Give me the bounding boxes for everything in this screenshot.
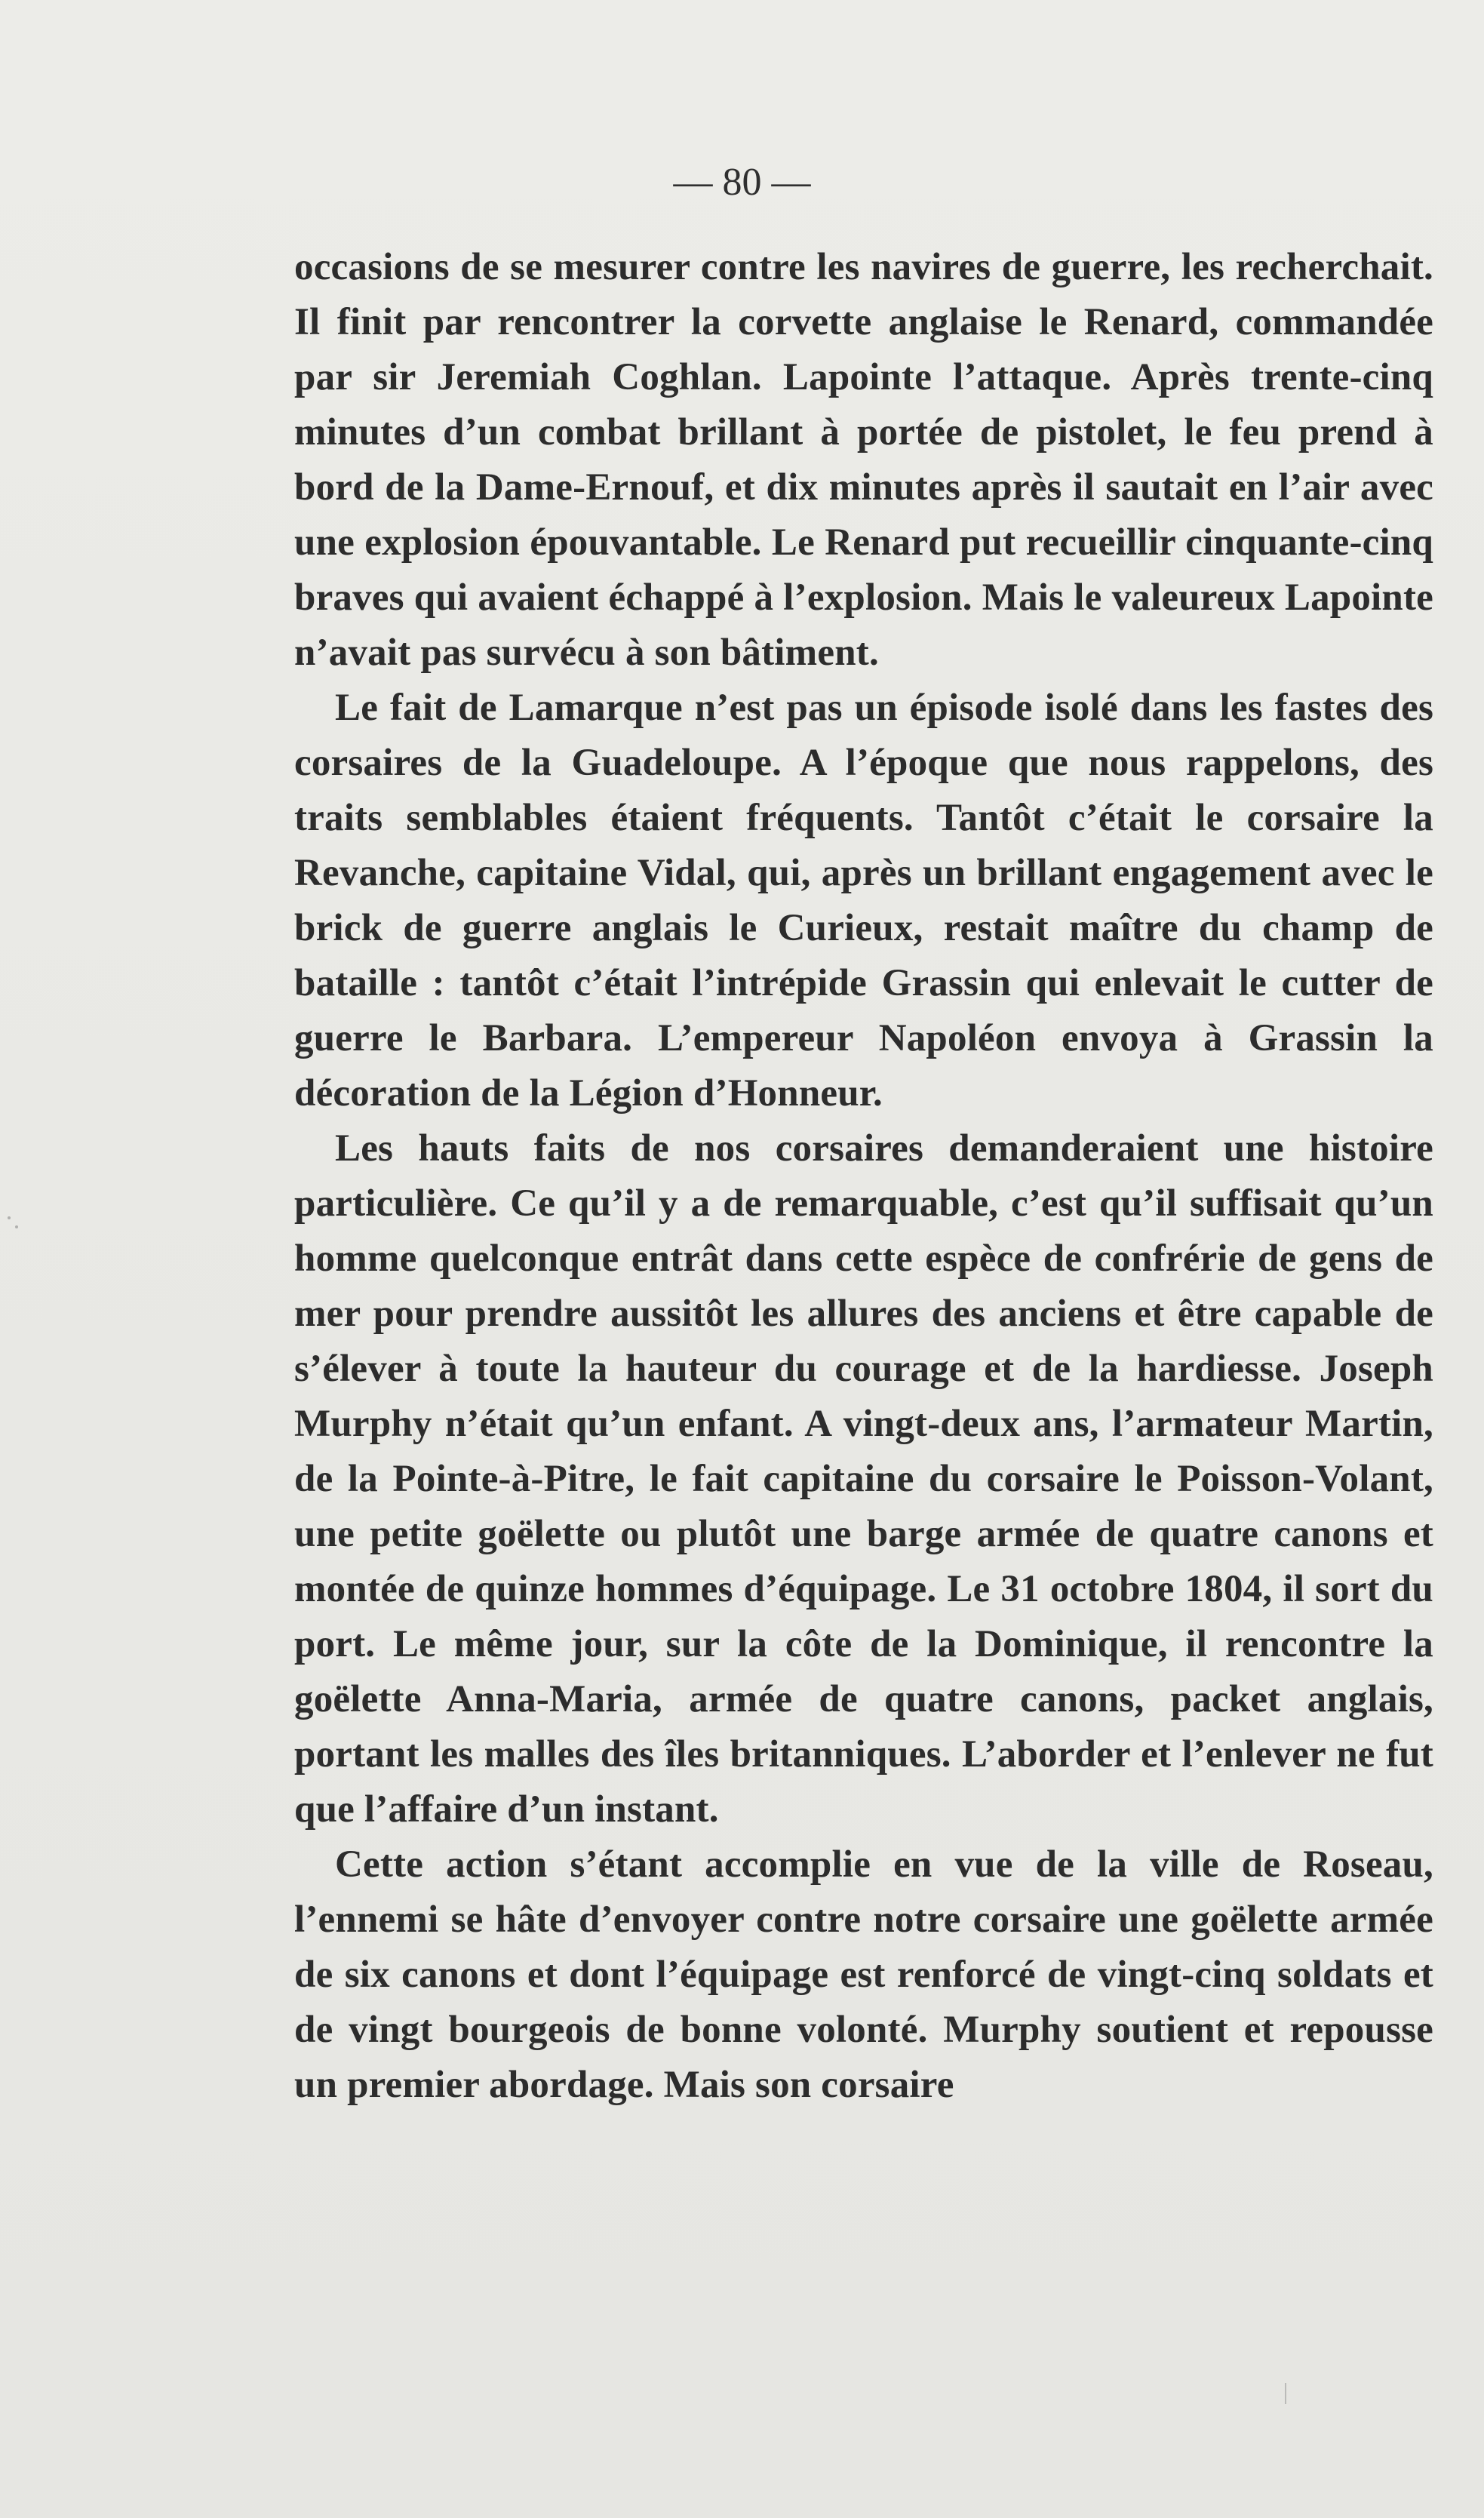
- paper-speck: [15, 1225, 18, 1228]
- paragraph-murphy: Les hauts faits de nos corsaires demanderaient une histoire particulière. Ce qu’il y a de remarquable, c’est qu’il suffisait qu’un homme quelconque entrât dans cette espèce de confrérie de gens de mer pour prendre aussitôt les allures des anciens et être capable de s’élever à toute la hauteur du courage et de la hardiesse. Joseph Murphy n’était qu’un enfant. A vingt-deux ans, l’armateur Martin, de la Pointe-à-Pitre, le fait capitaine du corsaire le Poisson-Volant, une petite goëlette ou plutôt une barge armée de quatre canons et montée de quinze hommes d’équipage. Le 31 octobre 1804, il sort du port. Le même jour, sur la côte de la Dominique, il rencontre la goëlette Anna-Maria, armée de quatre canons, packet anglais, portant les malles des îles britanniques. L’aborder et l’enlever ne fut que l’affaire d’un instant.: [294, 1127, 1433, 1831]
- page-number: — 80 —: [673, 161, 811, 204]
- paragraph-continuation: occasions de se mesurer contre les navires de guerre, les recherchait. Il finit par rencontrer la corvette anglaise le Renard, commandée par sir Jeremiah Coghlan. Lapointe l’attaque. Après trente-cinq minutes d’un combat brillant à portée de pistolet, le feu prend à bord de la Dame-Ernouf, et dix minutes après il sautait en l’air avec une explosion épouvantable. Le Renard put recueillir cinquante-cinq braves qui avaient échappé à l’explosion. Mais le valeureux Lapointe n’avait pas survécu à son bâtiment.: [294, 246, 1433, 674]
- paper-speck: [8, 1216, 11, 1219]
- paper-mark: [1285, 2383, 1286, 2404]
- paragraph-lamarque: Le fait de Lamarque n’est pas un épisode isolé dans les fastes des corsaires de la Guadeloupe. A l’époque que nous rappelons, des traits semblables étaient fréquents. Tantôt c’était le corsaire la Revanche, capitaine Vidal, qui, après un brillant engagement avec le brick de guerre anglais le Curieux, restait maître du champ de bataille : tantôt c’était l’intrépide Grassin qui enlevait le cutter de guerre le Barbara. L’empereur Napoléon envoya à Grassin la décoration de la Légion d’Honneur.: [294, 687, 1433, 1114]
- body-text: [294, 240, 1433, 2113]
- paragraph-roseau: Cette action s’étant accomplie en vue de la ville de Roseau, l’ennemi se hâte d’envoyer contre notre corsaire une goëlette armée de six canons et dont l’équipage est renforcé de vingt-cinq soldats et de vingt bourgeois de bonne volonté. Murphy soutient et repousse un premier abordage. Mais son corsaire: [294, 1843, 1433, 2106]
